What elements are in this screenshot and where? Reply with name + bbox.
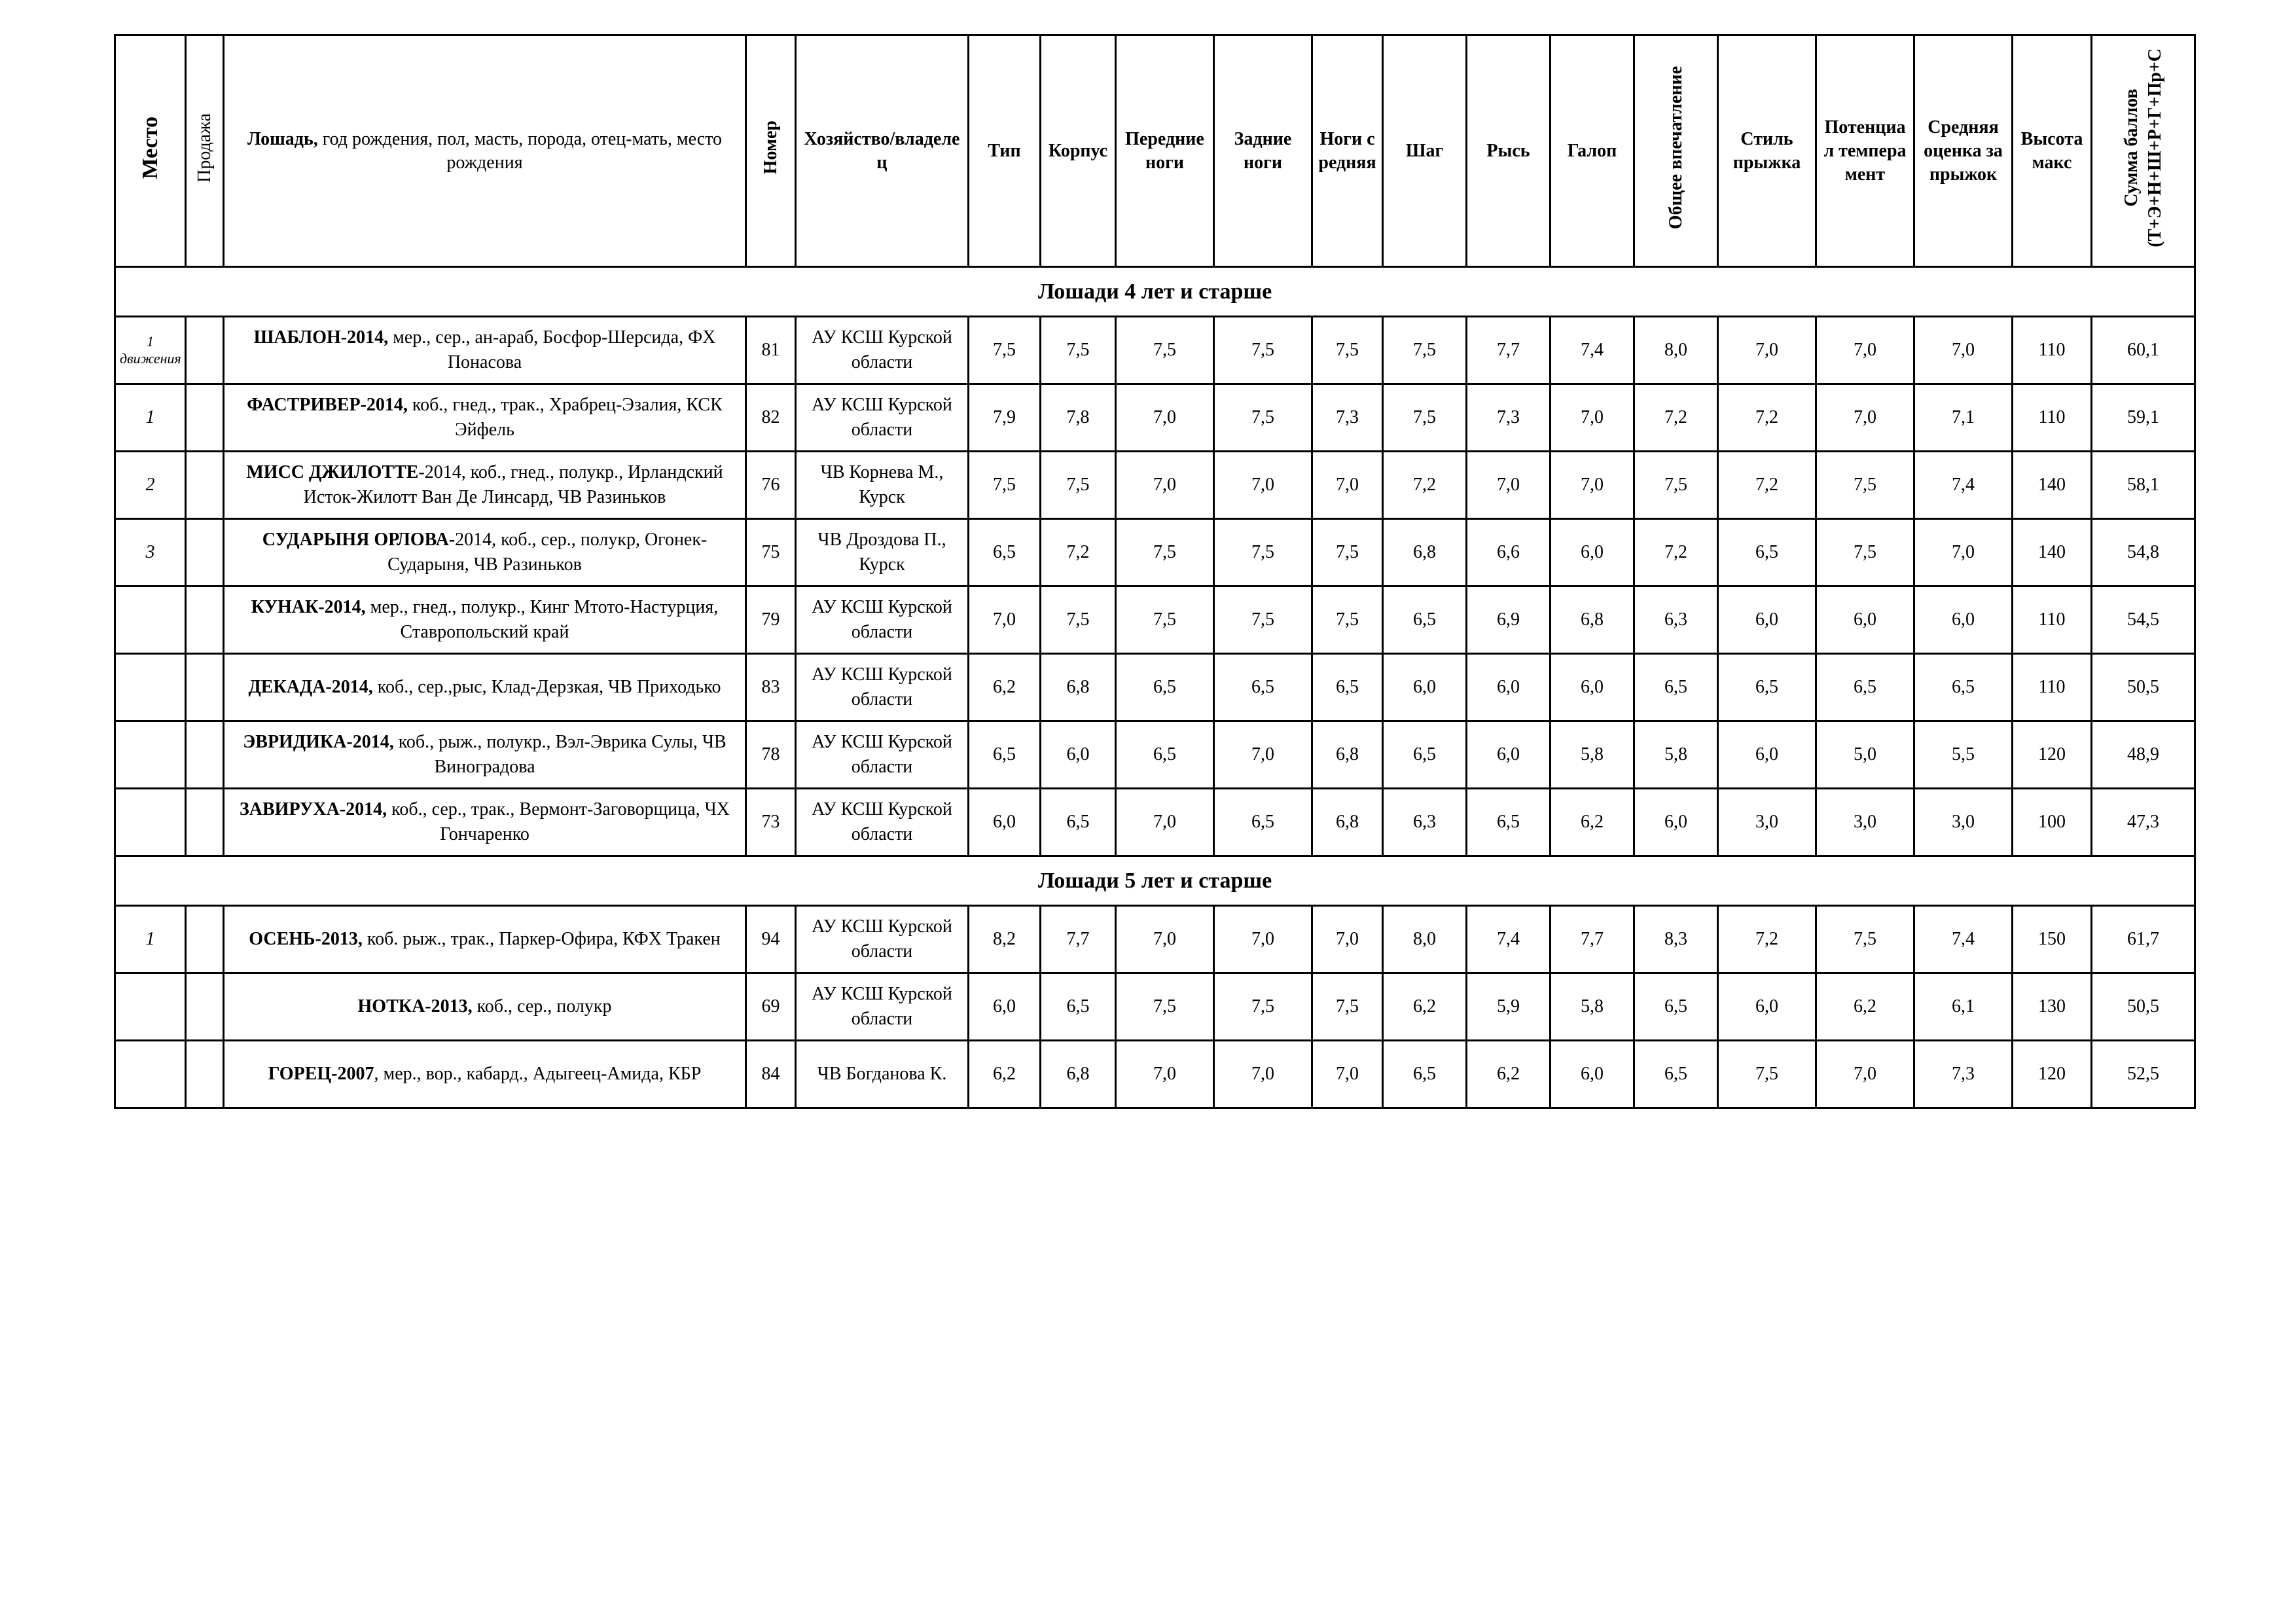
score-body: 6,5 — [1041, 789, 1116, 856]
owner: АУ КСШ Курской области — [796, 317, 969, 384]
score-walk: 6,0 — [1383, 654, 1467, 721]
table-row — [115, 721, 2195, 789]
score-hind-legs: 7,5 — [1214, 317, 1312, 384]
score-jump-style: 7,2 — [1718, 452, 1816, 519]
height-max: 110 — [2013, 317, 2092, 384]
score-legs-avg: 7,0 — [1312, 1041, 1383, 1108]
score-gallop: 5,8 — [1551, 721, 1634, 789]
height-max: 110 — [2013, 586, 2092, 654]
score-gallop: 6,8 — [1551, 586, 1634, 654]
score-potential: 7,0 — [1816, 317, 1914, 384]
col-header-potential: Потенциал темперамент — [1816, 35, 1914, 267]
score-jump-avg: 7,3 — [1914, 1041, 2013, 1108]
score-sum: 52,5 — [2092, 1041, 2195, 1108]
place-cell — [115, 789, 186, 856]
score-front-legs: 7,0 — [1116, 789, 1214, 856]
horse-name: ЗАВИРУХА-2014, — [239, 799, 387, 820]
horse-cell — [224, 384, 746, 452]
score-overall: 6,5 — [1634, 654, 1718, 721]
score-front-legs: 7,0 — [1116, 1041, 1214, 1108]
table-row — [115, 452, 2195, 519]
score-front-legs: 6,5 — [1116, 721, 1214, 789]
owner: АУ КСШ Курской области — [796, 789, 969, 856]
height-max: 110 — [2013, 384, 2092, 452]
score-trot: 7,3 — [1467, 384, 1551, 452]
score-legs-avg: 7,5 — [1312, 317, 1383, 384]
score-walk: 6,5 — [1383, 1041, 1467, 1108]
table-row — [115, 519, 2195, 586]
place-cell: 2 — [115, 452, 186, 519]
score-type: 7,5 — [969, 452, 1041, 519]
horse-name: НОТКА-2013, — [357, 996, 473, 1017]
score-jump-avg: 7,0 — [1914, 317, 2013, 384]
height-max: 140 — [2013, 519, 2092, 586]
horse-info: коб., сер., трак., Вермонт-Заговорщица, ЧХ Гончаренко — [387, 799, 730, 844]
owner: ЧВ Корнева М., Курск — [796, 452, 969, 519]
horse-cell — [224, 973, 746, 1041]
horse-info: коб., гнед., трак., Храбрец-Эзалия, КСК Эйфель — [407, 395, 723, 440]
col-header-jump-avg: Средняя оценка за прыжок — [1914, 35, 2013, 267]
place-cell — [115, 973, 186, 1041]
score-sum: 54,8 — [2092, 519, 2195, 586]
score-hind-legs: 7,0 — [1214, 452, 1312, 519]
section-header-row — [115, 267, 2195, 317]
table-body — [115, 267, 2195, 1108]
score-walk: 7,2 — [1383, 452, 1467, 519]
score-potential: 3,0 — [1816, 789, 1914, 856]
score-overall: 6,5 — [1634, 973, 1718, 1041]
height-max: 100 — [2013, 789, 2092, 856]
col-header-horse: Лошадь, год рождения, пол, масть, порода, отец-мать, место рождения — [224, 35, 746, 267]
score-body: 6,8 — [1041, 654, 1116, 721]
score-jump-style: 3,0 — [1718, 789, 1816, 856]
col-header-overall: Общее впечатление — [1634, 35, 1718, 267]
horse-name: СУДАРЫНЯ ОРЛОВА- — [262, 530, 456, 550]
horse-info: мер., гнед., полукр., Кинг Мтото-Настурция, Ставропольский край — [365, 597, 719, 642]
score-sum: 54,5 — [2092, 586, 2195, 654]
sale-cell — [186, 789, 224, 856]
score-body: 7,2 — [1041, 519, 1116, 586]
horse-number: 79 — [746, 586, 796, 654]
score-legs-avg: 7,5 — [1312, 519, 1383, 586]
score-type: 6,2 — [969, 1041, 1041, 1108]
score-front-legs: 6,5 — [1116, 654, 1214, 721]
score-trot: 7,0 — [1467, 452, 1551, 519]
score-trot: 6,0 — [1467, 654, 1551, 721]
sale-cell — [186, 452, 224, 519]
section-header-row — [115, 856, 2195, 906]
score-jump-style: 7,2 — [1718, 384, 1816, 452]
score-legs-avg: 7,5 — [1312, 973, 1383, 1041]
horse-number: 82 — [746, 384, 796, 452]
score-type: 6,0 — [969, 973, 1041, 1041]
col-header-front-legs: Передние ноги — [1116, 35, 1214, 267]
score-hind-legs: 7,5 — [1214, 384, 1312, 452]
sale-cell — [186, 721, 224, 789]
score-body: 6,8 — [1041, 1041, 1116, 1108]
score-overall: 8,0 — [1634, 317, 1718, 384]
score-overall: 6,3 — [1634, 586, 1718, 654]
score-body: 6,0 — [1041, 721, 1116, 789]
score-potential: 6,2 — [1816, 973, 1914, 1041]
score-trot: 5,9 — [1467, 973, 1551, 1041]
table-row — [115, 973, 2195, 1041]
score-type: 8,2 — [969, 906, 1041, 973]
horse-name: КУНАК-2014, — [251, 597, 366, 617]
place-cell: 1 — [115, 384, 186, 452]
horse-cell — [224, 1041, 746, 1108]
score-jump-avg: 5,5 — [1914, 721, 2013, 789]
score-walk: 6,3 — [1383, 789, 1467, 856]
col-header-trot: Рысь — [1467, 35, 1551, 267]
horse-name: ДЕКАДА-2014, — [248, 677, 373, 697]
horse-cell — [224, 721, 746, 789]
section-title: Лошади 4 лет и старше — [115, 267, 2195, 317]
score-sum: 47,3 — [2092, 789, 2195, 856]
score-hind-legs: 7,0 — [1214, 906, 1312, 973]
score-body: 7,5 — [1041, 452, 1116, 519]
score-front-legs: 7,5 — [1116, 586, 1214, 654]
sale-cell — [186, 973, 224, 1041]
score-sum: 48,9 — [2092, 721, 2195, 789]
score-jump-avg: 6,1 — [1914, 973, 2013, 1041]
horse-number: 69 — [746, 973, 796, 1041]
height-max: 120 — [2013, 721, 2092, 789]
score-jump-avg: 3,0 — [1914, 789, 2013, 856]
col-header-gallop: Галоп — [1551, 35, 1634, 267]
score-trot: 6,0 — [1467, 721, 1551, 789]
score-jump-avg: 6,0 — [1914, 586, 2013, 654]
col-header-number: Номер — [746, 35, 796, 267]
col-header-height: Высота макс — [2013, 35, 2092, 267]
score-walk: 6,8 — [1383, 519, 1467, 586]
col-header-type: Тип — [969, 35, 1041, 267]
horse-info: , мер., вор., кабард., Адыгеец-Амида, КБР — [374, 1064, 702, 1084]
score-front-legs: 7,5 — [1116, 973, 1214, 1041]
score-jump-style: 6,5 — [1718, 519, 1816, 586]
score-front-legs: 7,5 — [1116, 317, 1214, 384]
score-jump-avg: 7,0 — [1914, 519, 2013, 586]
score-overall: 7,2 — [1634, 519, 1718, 586]
sale-cell — [186, 317, 224, 384]
score-type: 7,5 — [969, 317, 1041, 384]
score-potential: 6,5 — [1816, 654, 1914, 721]
score-potential: 7,0 — [1816, 1041, 1914, 1108]
horse-cell — [224, 586, 746, 654]
place-cell — [115, 721, 186, 789]
score-trot: 6,5 — [1467, 789, 1551, 856]
horse-number: 76 — [746, 452, 796, 519]
horse-name: ОСЕНЬ-2013, — [249, 929, 363, 949]
place-cell — [115, 1041, 186, 1108]
col-header-sale: Продажа — [186, 35, 224, 267]
owner: АУ КСШ Курской области — [796, 654, 969, 721]
horse-info: коб. рыж., трак., Паркер-Офира, КФХ Тракен — [362, 929, 721, 949]
score-sum: 50,5 — [2092, 654, 2195, 721]
place-cell: 1 — [115, 906, 186, 973]
score-gallop: 5,8 — [1551, 973, 1634, 1041]
score-front-legs: 7,0 — [1116, 906, 1214, 973]
sale-cell — [186, 586, 224, 654]
score-jump-style: 7,0 — [1718, 317, 1816, 384]
score-hind-legs: 6,5 — [1214, 654, 1312, 721]
score-trot: 7,7 — [1467, 317, 1551, 384]
sale-cell — [186, 906, 224, 973]
table-row — [115, 906, 2195, 973]
score-gallop: 7,0 — [1551, 384, 1634, 452]
score-hind-legs: 7,0 — [1214, 1041, 1312, 1108]
col-header-legs-avg: Ноги средняя — [1312, 35, 1383, 267]
horse-cell — [224, 906, 746, 973]
score-walk: 6,5 — [1383, 721, 1467, 789]
horse-name: ФАСТРИВЕР-2014, — [247, 395, 408, 415]
table-row — [115, 1041, 2195, 1108]
score-trot: 7,4 — [1467, 906, 1551, 973]
score-jump-avg: 7,1 — [1914, 384, 2013, 452]
table-row — [115, 789, 2195, 856]
horse-number: 94 — [746, 906, 796, 973]
score-legs-avg: 6,5 — [1312, 654, 1383, 721]
col-header-jump-style: Стиль прыжка — [1718, 35, 1816, 267]
score-overall: 6,5 — [1634, 1041, 1718, 1108]
score-potential: 7,5 — [1816, 906, 1914, 973]
horse-info: коб., рыж., полукр., Вэл-Эврика Сулы, ЧВ Виноградова — [393, 732, 726, 777]
score-type: 6,5 — [969, 721, 1041, 789]
score-jump-style: 6,0 — [1718, 721, 1816, 789]
score-legs-avg: 6,8 — [1312, 789, 1383, 856]
score-gallop: 6,0 — [1551, 654, 1634, 721]
score-legs-avg: 7,5 — [1312, 586, 1383, 654]
score-walk: 7,5 — [1383, 317, 1467, 384]
score-jump-avg: 6,5 — [1914, 654, 2013, 721]
owner: АУ КСШ Курской области — [796, 384, 969, 452]
horse-name: ШАБЛОН-2014, — [253, 327, 389, 348]
score-sum: 58,1 — [2092, 452, 2195, 519]
score-overall: 6,0 — [1634, 789, 1718, 856]
score-potential: 7,5 — [1816, 452, 1914, 519]
horse-info: мер., сер., ан-араб, Босфор-Шерсида, ФХ Понасова — [388, 327, 716, 372]
score-body: 7,7 — [1041, 906, 1116, 973]
score-body: 7,5 — [1041, 586, 1116, 654]
score-jump-style: 7,2 — [1718, 906, 1816, 973]
header-row — [115, 35, 2195, 267]
col-header-owner: Хозяйство/владелец — [796, 35, 969, 267]
sale-cell — [186, 1041, 224, 1108]
horse-number: 84 — [746, 1041, 796, 1108]
score-hind-legs: 7,5 — [1214, 973, 1312, 1041]
owner: АУ КСШ Курской области — [796, 906, 969, 973]
score-type: 6,5 — [969, 519, 1041, 586]
score-body: 7,5 — [1041, 317, 1116, 384]
score-hind-legs: 7,0 — [1214, 721, 1312, 789]
col-header-sum: Сумма баллов (Т+Э+Н+Ш+Р+Г+Пр+С — [2092, 35, 2195, 267]
score-jump-style: 6,5 — [1718, 654, 1816, 721]
table-row — [115, 317, 2195, 384]
horse-name: ЭВРИДИКА-2014, — [243, 732, 394, 752]
height-max: 150 — [2013, 906, 2092, 973]
score-gallop: 7,7 — [1551, 906, 1634, 973]
score-walk: 8,0 — [1383, 906, 1467, 973]
score-front-legs: 7,5 — [1116, 519, 1214, 586]
owner: ЧВ Богданова К. — [796, 1041, 969, 1108]
place-cell — [115, 654, 186, 721]
score-overall: 7,2 — [1634, 384, 1718, 452]
score-front-legs: 7,0 — [1116, 384, 1214, 452]
results-table — [114, 34, 2196, 1109]
height-max: 120 — [2013, 1041, 2092, 1108]
height-max: 130 — [2013, 973, 2092, 1041]
score-type: 6,0 — [969, 789, 1041, 856]
score-gallop: 6,0 — [1551, 1041, 1634, 1108]
score-legs-avg: 7,3 — [1312, 384, 1383, 452]
score-legs-avg: 7,0 — [1312, 452, 1383, 519]
place-cell — [115, 586, 186, 654]
col-header-place: Место — [115, 35, 186, 267]
score-gallop: 7,4 — [1551, 317, 1634, 384]
horse-info: коб., сер.,рыс, Клад-Дерзкая, ЧВ Приходько — [372, 677, 721, 697]
height-max: 140 — [2013, 452, 2092, 519]
horse-cell — [224, 519, 746, 586]
score-sum: 50,5 — [2092, 973, 2195, 1041]
horse-cell — [224, 789, 746, 856]
horse-number: 78 — [746, 721, 796, 789]
score-overall: 8,3 — [1634, 906, 1718, 973]
owner: ЧВ Дроздова П., Курск — [796, 519, 969, 586]
horse-number: 73 — [746, 789, 796, 856]
horse-info: 2014, коб., сер., полукр, Огонек-Сударыня, ЧВ Разиньков — [387, 530, 708, 575]
score-overall: 7,5 — [1634, 452, 1718, 519]
place-cell: 3 — [115, 519, 186, 586]
table-row — [115, 384, 2195, 452]
score-type: 7,9 — [969, 384, 1041, 452]
table-row — [115, 586, 2195, 654]
score-gallop: 7,0 — [1551, 452, 1634, 519]
score-hind-legs: 7,5 — [1214, 586, 1312, 654]
score-type: 6,2 — [969, 654, 1041, 721]
score-legs-avg: 6,8 — [1312, 721, 1383, 789]
score-jump-style: 6,0 — [1718, 973, 1816, 1041]
score-jump-style: 7,5 — [1718, 1041, 1816, 1108]
horse-number: 75 — [746, 519, 796, 586]
section-title: Лошади 5 лет и старше — [115, 856, 2195, 906]
col-header-hind-legs: Задние ноги — [1214, 35, 1312, 267]
score-walk: 6,2 — [1383, 973, 1467, 1041]
score-trot: 6,2 — [1467, 1041, 1551, 1108]
score-walk: 6,5 — [1383, 586, 1467, 654]
horse-cell — [224, 452, 746, 519]
score-overall: 5,8 — [1634, 721, 1718, 789]
horse-info: коб., сер., полукр — [472, 996, 612, 1017]
col-header-body: Корпус — [1041, 35, 1116, 267]
sale-cell — [186, 654, 224, 721]
score-sum: 59,1 — [2092, 384, 2195, 452]
score-jump-avg: 7,4 — [1914, 452, 2013, 519]
score-hind-legs: 6,5 — [1214, 789, 1312, 856]
score-gallop: 6,0 — [1551, 519, 1634, 586]
height-max: 110 — [2013, 654, 2092, 721]
horse-number: 81 — [746, 317, 796, 384]
horse-name: ГОРЕЦ-2007 — [268, 1064, 374, 1084]
score-gallop: 6,2 — [1551, 789, 1634, 856]
sale-cell — [186, 519, 224, 586]
horse-number: 83 — [746, 654, 796, 721]
place-cell: 1 движения — [115, 317, 186, 384]
score-walk: 7,5 — [1383, 384, 1467, 452]
score-trot: 6,9 — [1467, 586, 1551, 654]
score-trot: 6,6 — [1467, 519, 1551, 586]
score-potential: 7,0 — [1816, 384, 1914, 452]
score-type: 7,0 — [969, 586, 1041, 654]
score-legs-avg: 7,0 — [1312, 906, 1383, 973]
owner: АУ КСШ Курской области — [796, 973, 969, 1041]
horse-cell — [224, 654, 746, 721]
col-header-walk: Шаг — [1383, 35, 1467, 267]
score-sum: 61,7 — [2092, 906, 2195, 973]
score-potential: 7,5 — [1816, 519, 1914, 586]
score-jump-avg: 7,4 — [1914, 906, 2013, 973]
score-body: 6,5 — [1041, 973, 1116, 1041]
horse-name: МИСС ДЖИЛОТТЕ — [246, 462, 419, 482]
score-sum: 60,1 — [2092, 317, 2195, 384]
horse-info: -2014, коб., гнед., полукр., Ирландский Исток-Жилотт Ван Де Линсард, ЧВ Разиньков — [303, 462, 723, 507]
score-potential: 6,0 — [1816, 586, 1914, 654]
score-body: 7,8 — [1041, 384, 1116, 452]
score-potential: 5,0 — [1816, 721, 1914, 789]
score-front-legs: 7,0 — [1116, 452, 1214, 519]
horse-cell — [224, 317, 746, 384]
sale-cell — [186, 384, 224, 452]
table-row — [115, 654, 2195, 721]
score-hind-legs: 7,5 — [1214, 519, 1312, 586]
owner: АУ КСШ Курской области — [796, 721, 969, 789]
score-jump-style: 6,0 — [1718, 586, 1816, 654]
owner: АУ КСШ Курской области — [796, 586, 969, 654]
